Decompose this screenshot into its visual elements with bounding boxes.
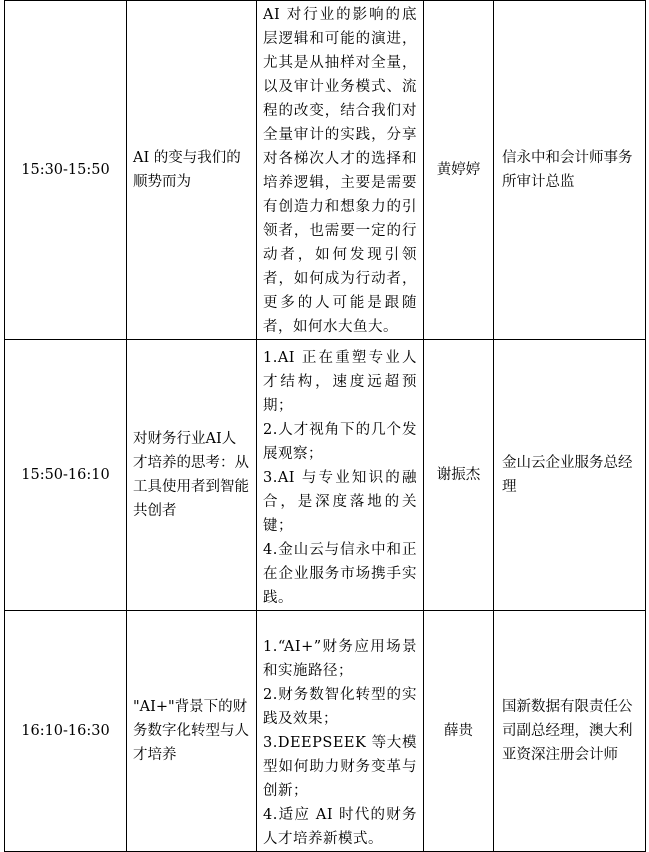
session-topic: 对财务行业AI人才培养的思考：从工具使用者到智能共创者: [127, 340, 257, 611]
agenda-table: [4, 0, 646, 852]
content-item: 3.AI 与专业知识的融合，是深度落地的关键；: [263, 470, 417, 534]
content-item: 2.财务数智化转型的实践及效果；: [263, 687, 417, 727]
session-topic: AI 的变与我们的顺势而为: [127, 1, 257, 340]
session-topic: "AI+"背景下的财务数字化转型与人才培养: [127, 611, 257, 852]
speaker-title: 金山云企业服务总经理: [494, 340, 646, 611]
content-item: 1.“AI+”财务应用场景和实施路径；: [263, 639, 417, 679]
speaker-title: 国新数据有限责任公司副总经理，澳大利亚资深注册会计师: [494, 611, 646, 852]
speaker-title: 信永中和会计师事务所审计总监: [494, 1, 646, 340]
speaker-name: 薛贵: [424, 611, 494, 852]
content-item: 3.DEEPSEEK 等大模型如何助力财务变革与创新；: [263, 735, 417, 799]
content-item: 2.人才视角下的几个发展观察；: [263, 422, 417, 462]
session-content: [257, 340, 424, 611]
content-item: 4.金山云与信永中和正在企业服务市场携手实践。: [263, 542, 417, 606]
session-content: AI 对行业的影响的底层逻辑和可能的演进，尤其是从抽样对全量，以及审计业务模式、流程的改变，结合我们对全量审计的实践，分享对各梯次人才的选择和培养逻辑，主要是需要有创造力和想象力的引领者，也需要一定的行动者，如何发现引领者，如何成为行动者，更多的人可能是跟随者，如何水大鱼大。: [257, 1, 424, 340]
session-content: [257, 611, 424, 852]
content-item: 1.AI 正在重塑专业人才结构，速度远超预期；: [263, 350, 417, 414]
speaker-name: 谢振杰: [424, 340, 494, 611]
table-row: [5, 1, 646, 340]
speaker-name: 黄婷婷: [424, 1, 494, 340]
time-slot: 15:50-16:10: [5, 340, 127, 611]
time-slot: 15:30-15:50: [5, 1, 127, 340]
time-slot: 16:10-16:30: [5, 611, 127, 852]
content-item: 4.适应 AI 时代的财务人才培养新模式。: [263, 807, 417, 847]
table-row: [5, 340, 646, 611]
table-row: [5, 611, 646, 852]
